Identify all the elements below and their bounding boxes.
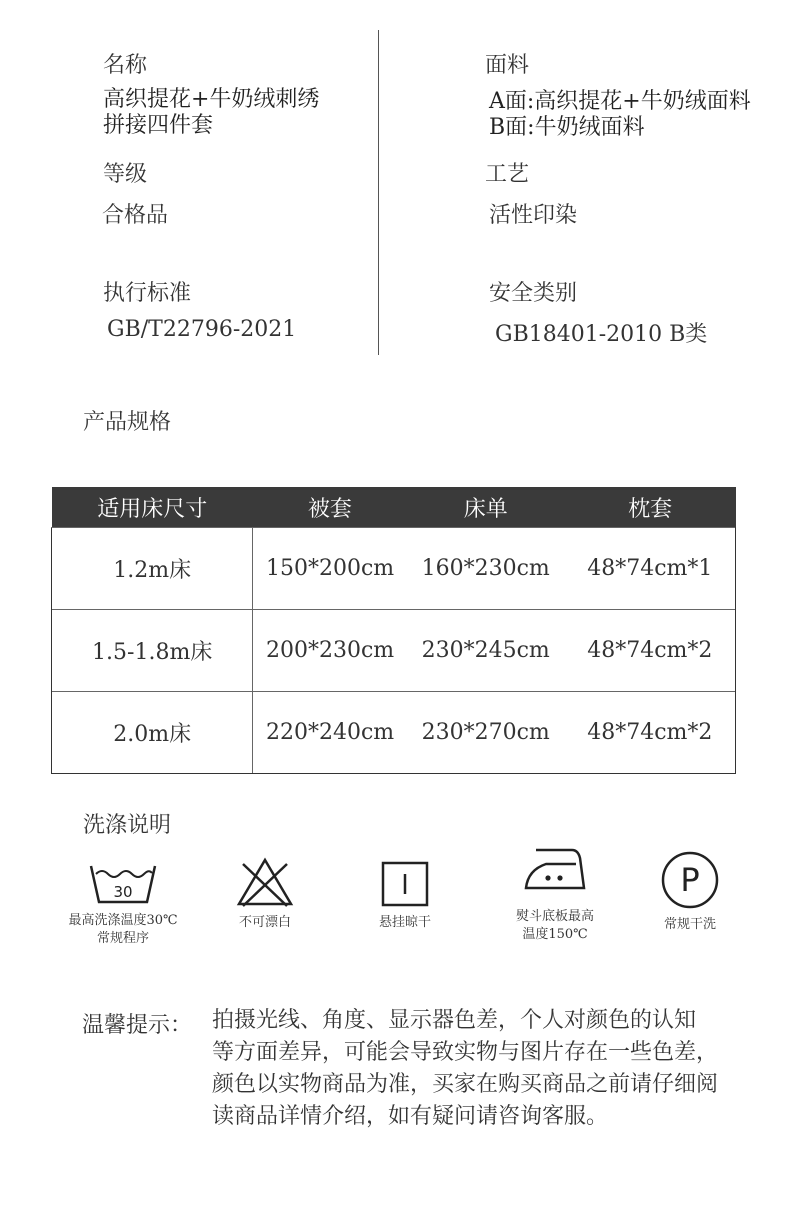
cell-pillowcase: 48*74cm*1	[565, 528, 736, 610]
safety-value: GB18401-2010 B类	[495, 322, 708, 347]
fabric-value-line2: B面:牛奶绒面料	[489, 115, 645, 140]
table-row	[52, 610, 736, 692]
tip-line4: 读商品详情介绍，如有疑问请咨询客服。	[212, 1104, 609, 1129]
hang-dry-icon	[380, 860, 430, 908]
care-label-line1: 不可漂白	[238, 915, 291, 930]
care-item-wash	[55, 860, 191, 948]
spec-table	[51, 487, 736, 774]
care-label-line1: 最高洗涤温度30℃	[68, 913, 178, 928]
spec-title: 产品规格	[83, 410, 172, 435]
care-label-line2: 常规程序	[96, 931, 149, 946]
safety-label: 安全类别	[489, 281, 578, 306]
cell-duvet: 200*230cm	[253, 610, 407, 692]
fabric-value	[489, 89, 751, 141]
standard-value: GB/T22796-2021	[107, 317, 297, 342]
dry-clean-p-icon	[660, 850, 720, 910]
spec-header-sheet: 床单	[407, 487, 565, 528]
standard-label: 执行标准	[103, 281, 192, 306]
care-label-line1: 常规干洗	[663, 917, 716, 932]
spec-header-pillowcase: 枕套	[565, 487, 736, 528]
cell-bed-size: 1.5-1.8m床	[52, 610, 253, 692]
care-label-line1: 熨斗底板最高	[515, 909, 594, 924]
cell-duvet: 150*200cm	[253, 528, 407, 610]
care-item-hang-dry	[355, 860, 455, 932]
care-label-line1: 悬挂晾干	[378, 915, 431, 930]
tip-text	[212, 1005, 718, 1133]
fabric-value-line1: A面:高织提花+牛奶绒面料	[489, 89, 751, 114]
info-divider	[378, 30, 379, 355]
grade-label: 等级	[103, 162, 148, 187]
name-value	[103, 87, 319, 139]
fabric-label: 面料	[485, 53, 530, 78]
tip-label: 温馨提示：	[82, 1013, 193, 1038]
wash-temp-badge: 30	[113, 883, 133, 901]
table-row	[52, 692, 736, 774]
dry-clean-badge: P	[680, 861, 700, 899]
cell-pillowcase: 48*74cm*2	[565, 610, 736, 692]
cell-bed-size: 2.0m床	[52, 692, 253, 774]
spec-header-row	[52, 487, 736, 528]
name-value-line1: 高织提花+牛奶绒刺绣	[103, 87, 320, 112]
spec-header-bed-size: 适用床尺寸	[52, 487, 253, 528]
wash-30-icon	[88, 860, 158, 906]
name-value-line2: 拼接四件套	[103, 113, 214, 138]
no-bleach-icon	[235, 856, 295, 908]
cell-sheet: 230*270cm	[407, 692, 565, 774]
tip-line1: 拍摄光线、角度、显示器色差，个人对颜色的认知	[212, 1008, 697, 1033]
cell-bed-size: 1.2m床	[52, 528, 253, 610]
craft-value: 活性印染	[489, 203, 578, 228]
table-row	[52, 528, 736, 610]
spec-header-duvet: 被套	[253, 487, 407, 528]
tip-line3: 颜色以实物商品为准，买家在购买商品之前请仔细阅	[212, 1072, 719, 1097]
grade-value: 合格品	[102, 203, 169, 228]
care-label-line2: 温度150℃	[522, 927, 588, 942]
name-label: 名称	[103, 53, 148, 78]
care-item-no-bleach	[215, 856, 315, 932]
cell-sheet: 160*230cm	[407, 528, 565, 610]
care-item-iron	[495, 846, 615, 944]
craft-label: 工艺	[485, 162, 530, 187]
cell-sheet: 230*245cm	[407, 610, 565, 692]
cell-duvet: 220*240cm	[253, 692, 407, 774]
tip-line2: 等方面差异，可能会导致实物与图片存在一些色差，	[212, 1040, 719, 1065]
iron-150-icon	[522, 846, 588, 902]
cell-pillowcase: 48*74cm*2	[565, 692, 736, 774]
care-item-dry-clean	[640, 850, 740, 934]
care-title: 洗涤说明	[83, 813, 172, 838]
